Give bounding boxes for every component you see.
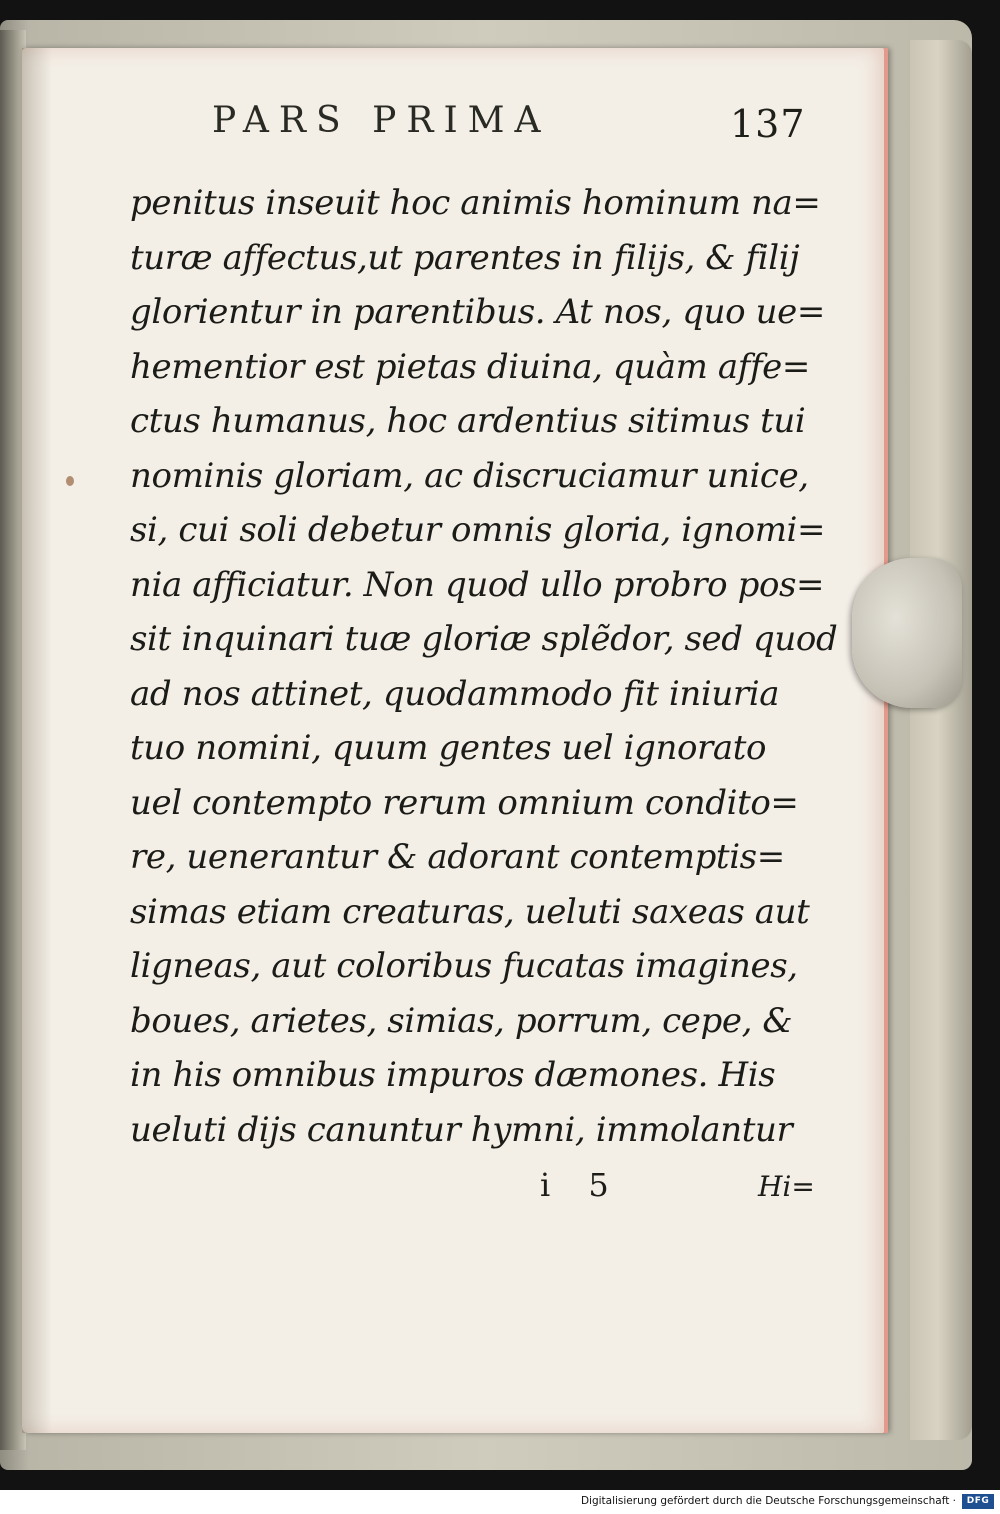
page-header (212, 100, 822, 150)
text-line: si, cui soli debetur omnis gloria, ignomi= (130, 510, 826, 550)
signature-mark: i 5 (540, 1166, 623, 1204)
text-line: in his omnibus impuros dæmones. His (130, 1055, 776, 1095)
text-line: uel contempto rerum omnium condito= (130, 782, 799, 823)
page-footer (540, 1166, 830, 1206)
text-line: nia afficiatur. Non quod ullo probro pos= (130, 564, 825, 605)
text-line: simas etiam creaturas, ueluti saxeas aut (130, 891, 810, 932)
text-line: ctus humanus, hoc ardentius sitimus tui (130, 401, 806, 441)
text-line: penitus inseuit hoc animis hominum na= (130, 183, 821, 223)
text-line: nominis gloriam, ac discruciamur unice, (130, 455, 809, 496)
body-text (130, 176, 838, 1157)
funding-credit: Digitalisierung gefördert durch die Deutsche Forschungsgemeinschaft · (580, 1495, 956, 1507)
text-line: ueluti dijs canuntur hymni, immolantur (130, 1109, 793, 1150)
page-number: 137 (730, 102, 806, 146)
text-line: re, uenerantur & adorant contemptis= (130, 837, 785, 877)
dfg-logo: DFG (962, 1494, 994, 1509)
text-line: hementior est pietas diuina, quàm affe= (130, 346, 810, 387)
running-title: PARS PRIMA (212, 100, 551, 141)
book-clasp (852, 558, 962, 708)
catchword: Hi= (758, 1170, 815, 1203)
text-line: ad nos attinet, quodammodo fit iniuria (130, 673, 780, 714)
text-line: turæ affectus,ut parentes in filijs, & filij (130, 237, 800, 278)
text-line: tuo nomini, quum gentes uel ignorato (130, 728, 767, 768)
credit-bar (0, 1490, 1000, 1514)
text-line: sit inquinari tuæ gloriæ splẽdor, sed quod (130, 619, 838, 659)
text-line: glorientur in parentibus. At nos, quo ue= (130, 292, 825, 332)
text-line: boues, arietes, simias, porrum, cepe, & (130, 1000, 793, 1041)
text-line: ligneas, aut coloribus fucatas imagines, (130, 946, 798, 986)
cover-fore-edge (910, 40, 972, 1440)
ink-stain (66, 476, 74, 486)
